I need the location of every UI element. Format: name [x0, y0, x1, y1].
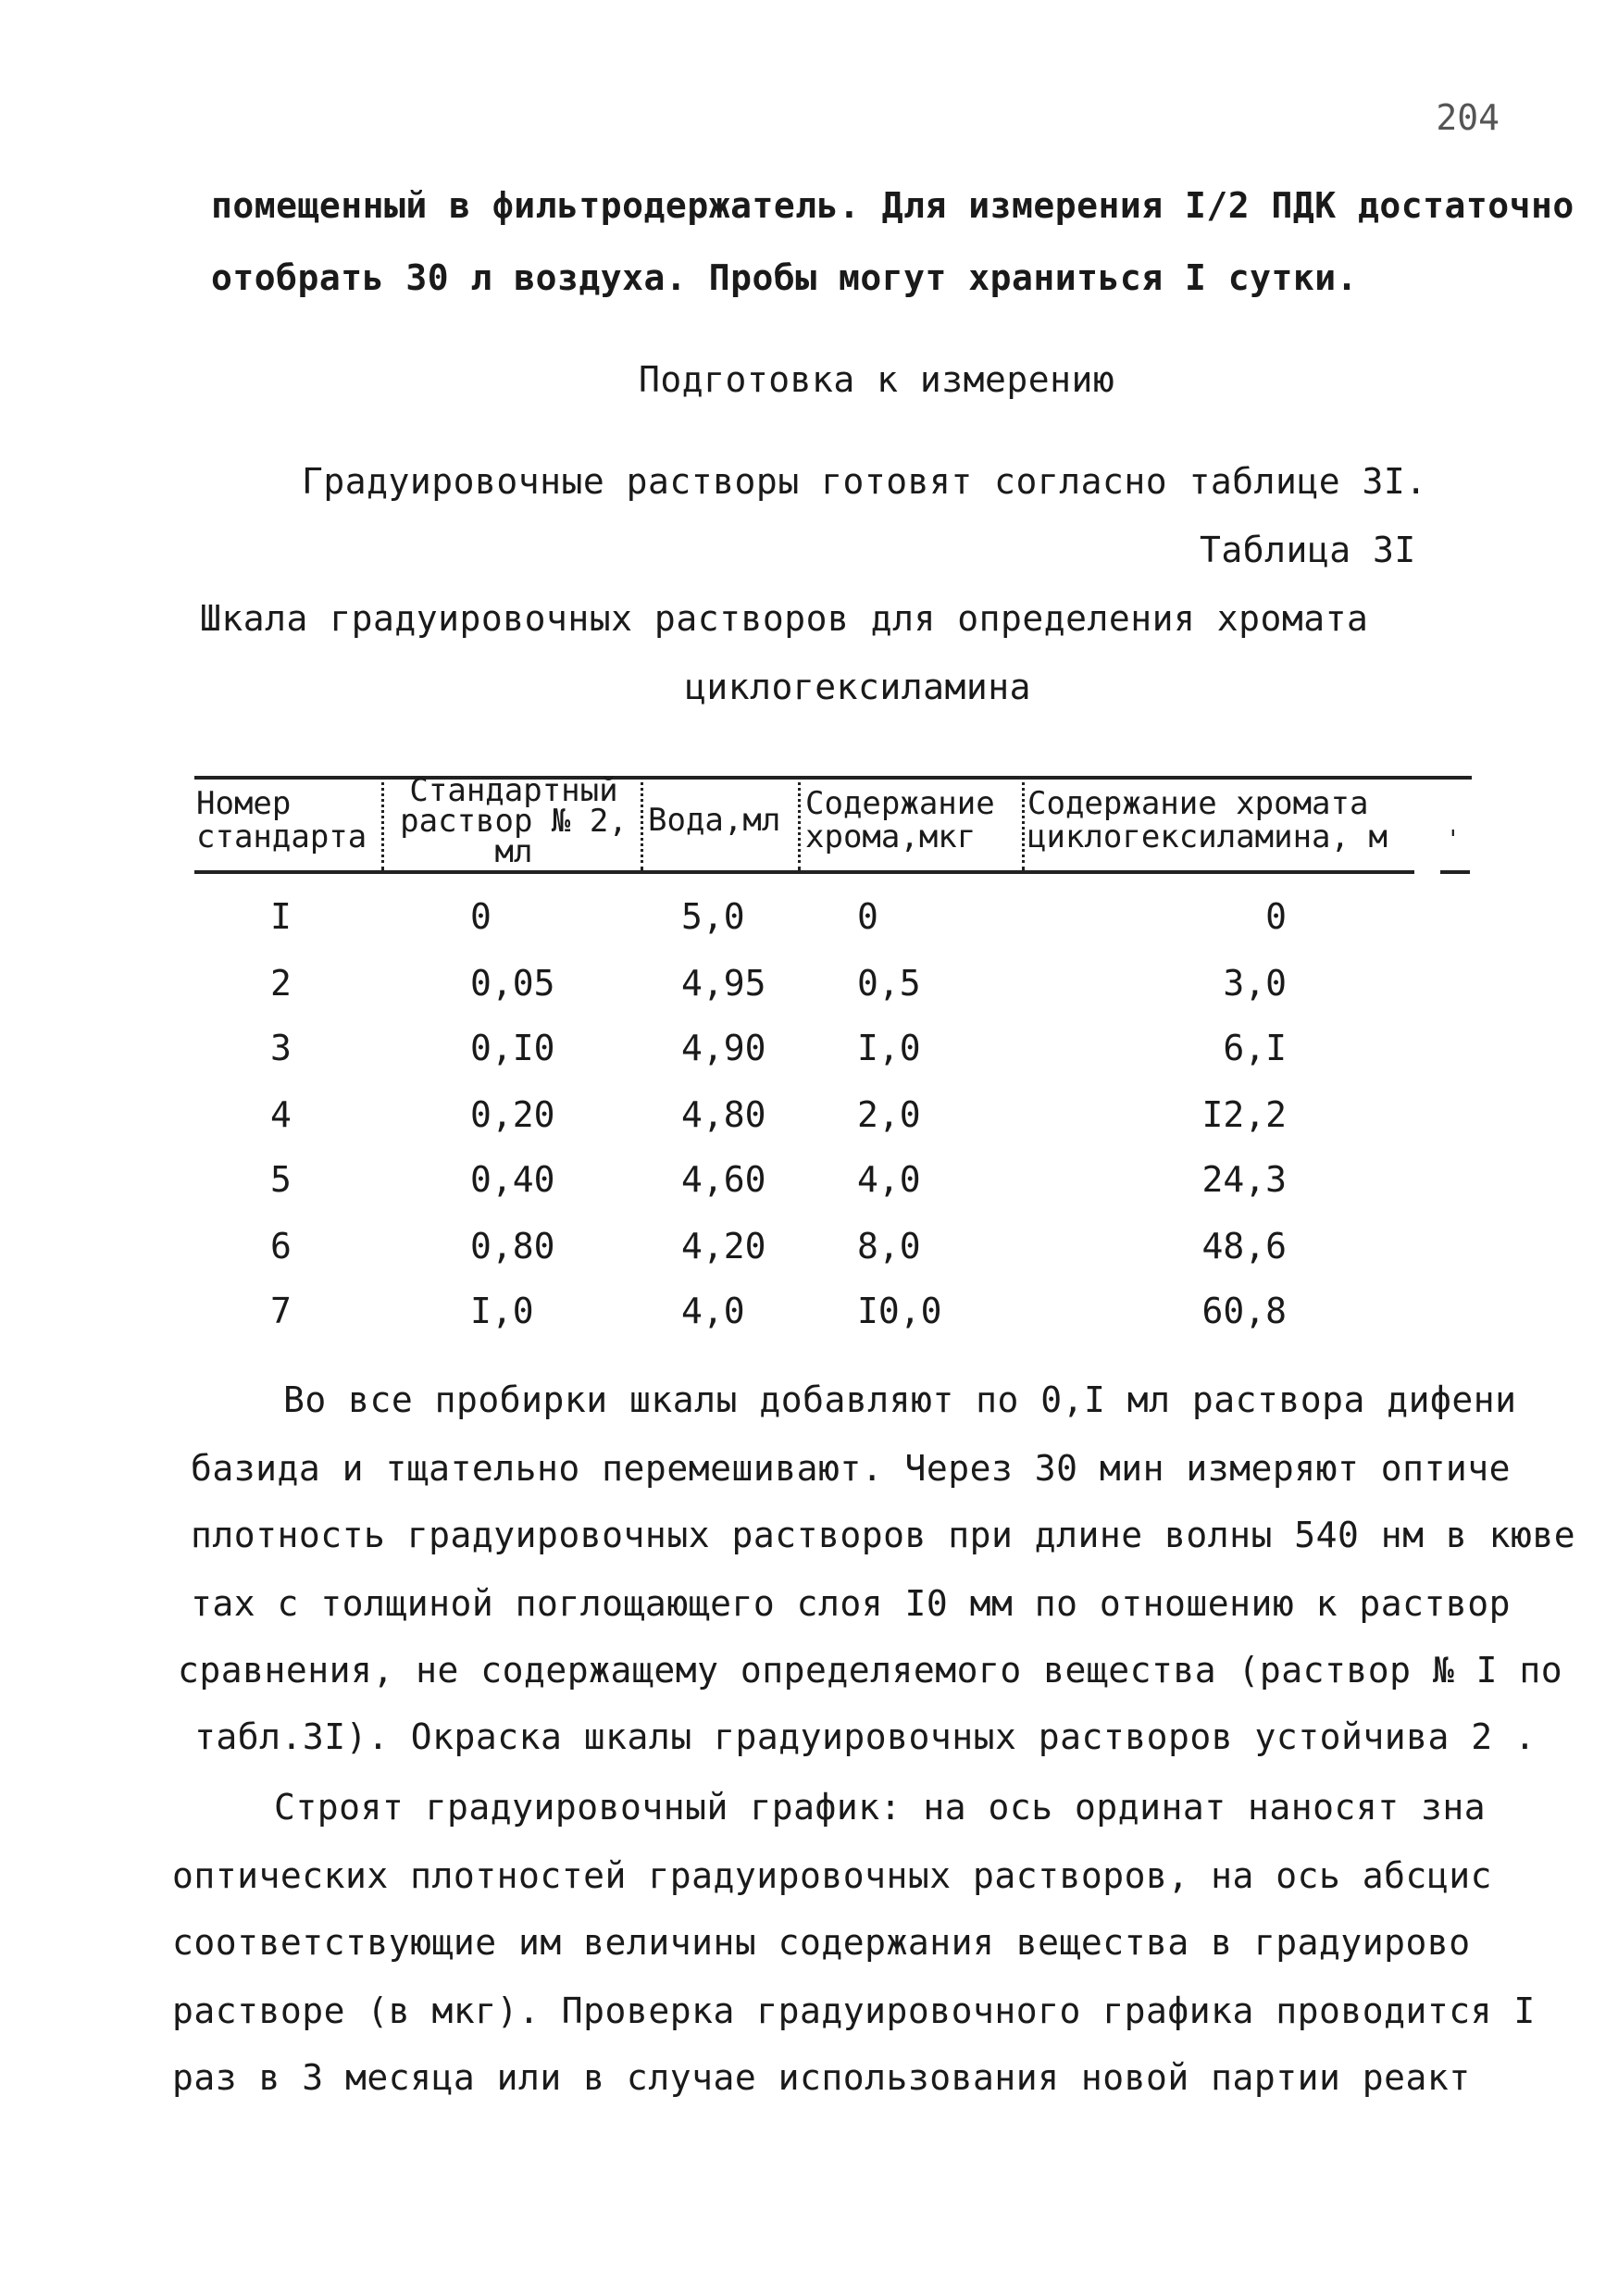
cell-standard: 0,05: [470, 963, 555, 1004]
cell-chromium: I,0: [857, 1028, 921, 1068]
paragraph-line: табл.3I). Окраска шкалы градуировочных растворов устойчива 2 .: [194, 1716, 1537, 1757]
cell-standard: I,0: [470, 1291, 534, 1331]
cell-chromium: 8,0: [857, 1226, 921, 1267]
cell-number: 6: [270, 1226, 292, 1267]
table-row: [0, 963, 1618, 1018]
column-separator: [798, 776, 801, 870]
cell-chromium: 0: [857, 896, 878, 937]
cell-chromium: 4,0: [857, 1159, 921, 1200]
cell-water: 4,0: [681, 1291, 745, 1331]
intro-line: Градуировочные растворы готовят согласно таблице 3I.: [302, 461, 1427, 502]
header-text: Номер: [196, 785, 292, 822]
header-text: Содержание хромата: [1027, 785, 1369, 822]
header-number: [196, 787, 367, 854]
column-separator: [1022, 776, 1025, 870]
paragraph-line: сравнения, не содержащему определяемого вещества (раствор № I по: [178, 1650, 1563, 1691]
cell-water: 4,95: [681, 963, 766, 1004]
cell-standard: 0,I0: [470, 1028, 555, 1068]
cell-water: 4,90: [681, 1028, 766, 1068]
cell-chromate: 3,0: [1223, 963, 1287, 1004]
table-header-rule-fragment: [1440, 870, 1470, 874]
paragraph-line: помещенный в фильтродержатель. Для измерения I/2 ПДК достаточно: [211, 185, 1574, 226]
header-water: Вода,мл: [648, 802, 781, 839]
cell-chromate: 48,6: [1201, 1226, 1287, 1267]
cell-water: 4,60: [681, 1159, 766, 1200]
cell-chromate: 60,8: [1201, 1291, 1287, 1331]
table-row: [0, 1028, 1618, 1083]
table-top-rule: [194, 776, 1472, 780]
cell-standard: 0,40: [470, 1159, 555, 1200]
cell-chromate: 6,I: [1223, 1028, 1287, 1068]
header-chromium: [805, 787, 995, 854]
cell-water: 4,20: [681, 1226, 766, 1267]
header-mark: ': [1446, 826, 1461, 854]
paragraph-line: базида и тщательно перемешивают. Через 30 мин измеряют оптиче: [191, 1448, 1512, 1489]
paragraph-line: плотность градуировочных растворов при длине волны 540 нм в кюве: [191, 1515, 1576, 1555]
header-text: Содержание: [805, 785, 995, 822]
cell-chromium: I0,0: [857, 1291, 942, 1331]
paragraph-line: отобрать 30 л воздуха. Пробы могут храниться I сутки.: [211, 257, 1359, 298]
paragraph-line: растворе (в мкг). Проверка градуировочного графика проводится I: [172, 1990, 1536, 2031]
table-header-rule: [194, 870, 1414, 874]
cell-number: 2: [270, 963, 292, 1004]
table-caption-line: циклогексиламина: [685, 667, 1032, 707]
cell-chromium: 0,5: [857, 963, 921, 1004]
column-separator: [641, 776, 643, 870]
header-text: циклогексиламина, м: [1027, 818, 1388, 855]
table-caption-line: Шкала градуировочных растворов для определения хромата: [200, 598, 1369, 639]
cell-water: 4,80: [681, 1094, 766, 1135]
paragraph-line: раз в 3 месяца или в случае использования новой партии реакт: [172, 2057, 1471, 2098]
cell-chromate: I2,2: [1201, 1094, 1287, 1135]
cell-number: 3: [270, 1028, 292, 1068]
paragraph-line: оптических плотностей градуировочных растворов, на ось абсцис: [172, 1855, 1493, 1896]
section-heading: Подготовка к измерению: [639, 359, 1115, 400]
paragraph-line: тах с толщиной поглощающего слоя I0 мм по отношению к раствор: [191, 1583, 1512, 1624]
cell-standard: 0,80: [470, 1226, 555, 1267]
table-row: [0, 1291, 1618, 1346]
paragraph-line: соответствующие им величины содержания вещества в градуирово: [172, 1922, 1471, 1963]
table-row: [0, 1159, 1618, 1215]
table-label: Таблица 3I: [1200, 530, 1416, 570]
page-number: 204: [1436, 97, 1500, 138]
cell-standard: 0: [470, 896, 492, 937]
cell-chromium: 2,0: [857, 1094, 921, 1135]
cell-water: 5,0: [681, 896, 745, 937]
header-chromate: [1027, 787, 1388, 854]
table-row: [0, 1226, 1618, 1281]
cell-standard: 0,20: [470, 1094, 555, 1135]
cell-chromate: 0: [1265, 896, 1287, 937]
cell-chromate: 24,3: [1201, 1159, 1287, 1200]
cell-number: 4: [270, 1094, 292, 1135]
header-standard: [389, 772, 639, 870]
header-text: хрома,мкг: [805, 818, 977, 855]
header-text: мл: [494, 833, 533, 870]
header-text: раствор № 2,: [400, 803, 628, 840]
table-row: [0, 1094, 1618, 1150]
cell-number: I: [270, 896, 292, 937]
header-text: стандарта: [196, 818, 367, 855]
paragraph-line: Строят градуировочный график: на ось ординат наносят зна: [274, 1787, 1487, 1828]
cell-number: 7: [270, 1291, 292, 1331]
table-row: [0, 896, 1618, 952]
header-text: Стандартный: [409, 772, 618, 809]
paragraph-line: Во все пробирки шкалы добавляют по 0,I мл раствора дифени: [283, 1379, 1517, 1420]
column-separator: [381, 776, 384, 870]
cell-number: 5: [270, 1159, 292, 1200]
